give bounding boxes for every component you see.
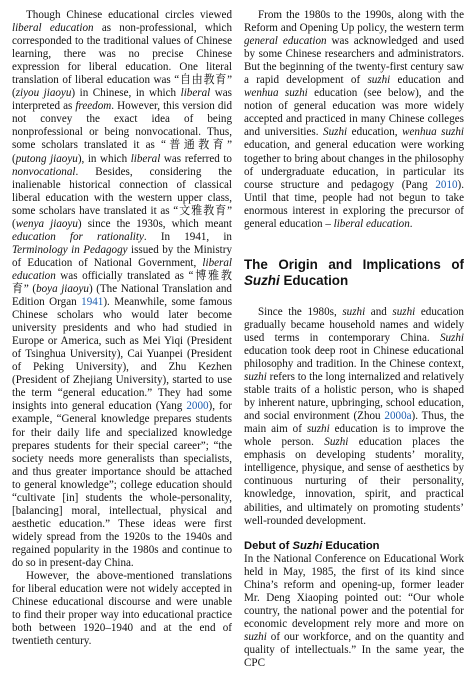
text-run: ) in Chinese, in which [71,87,181,100]
italic-term: boya jiaoyu [36,282,89,295]
text-run: of our workforce, and on the quantity and quality of intellectuals.” In the same year, the CPC [244,630,464,669]
right-column [244,9,464,670]
italic-term: Suzhi [439,331,464,344]
italic-term: liberal [130,152,161,165]
paragraph [12,570,232,648]
section-heading [244,257,464,289]
text-run: education is to improve the whole person. [244,423,464,449]
text-run: as non-professional, which corresponded to the traditional values of Chinese learning, there was no precise Chinese expression for liberal education. One literal translation of liberal education was “自由教育” ( [12,22,232,100]
italic-term: suzhi [244,630,267,643]
italic-term: liberal education [12,256,232,282]
italic-term: liberal education [12,22,94,35]
text-run: . In 1941, in [143,230,232,243]
italic-term: putong jiaoyu [15,152,78,165]
citation-link[interactable]: 2000 [186,400,209,413]
text-run: Though Chinese educational circles viewed [26,9,232,21]
italic-term: nonvocational [12,165,76,178]
left-column [12,9,232,648]
text-run: education gradually became household names and widely used terms in contemporary China. [244,305,464,344]
text-run: education took deep root in Chinese educational philosophy and tradition. In the Chinese context, [244,344,464,370]
italic-term: Suzhi [292,539,323,552]
italic-term: Suzhi [324,436,349,449]
text-run: education and [390,74,464,87]
italic-term: freedom [75,100,112,113]
text-run: Debut of [244,539,293,552]
text-run: ). Thus, the main aim of [244,410,464,436]
italic-term: general education [244,35,327,48]
italic-term: liberal [180,87,211,100]
paragraph [12,9,232,570]
italic-term: suzhi [392,305,416,318]
italic-term: education for rationality [12,230,144,243]
italic-term: Suzhi [244,272,280,288]
italic-term: Suzhi [323,126,348,139]
text-run: was acknowledged and used by some Chinese researchers and administrators. But the beginning of the twenty-first century saw a rapid development of [244,35,464,87]
text-run: From the 1980s to the 1990s, along with the Reform and Opening Up policy, the western term [244,9,464,35]
citation-link[interactable]: 2010 [435,178,458,191]
text-run: Education [279,272,349,288]
text-run: ), for example, “General knowledge prepares students for their daily life and specialized knowledge prepares students for their special career”; “the society needs more generalists than specialists, and thus greater importance should be attached to general knowledge”; college education should “cultivate [in] students the whole-personality, [balancing] moral, intellectual, physical and aesthetic education.” These ideas were first widely spread from the 1920s to the 1940s and regained popularity in the 1980s and continue to do so in present-day China. [12,400,232,569]
italic-term: wenhua suzhi [402,126,464,139]
text-run: refers to the long internalized and relatively stable traits of a holistic person, who is shaped by inherent nature, upbringing, school education, and social environment (Zhou [244,371,464,423]
text-run: was officially translated as “博雅教育” ( [12,269,232,295]
citation-link[interactable]: 2000a [384,410,412,423]
italic-term: wenhua suzhi [244,87,308,100]
italic-term: wenya jiaoyu [15,217,78,230]
text-run: ) since the 1930s, which meant [77,217,233,230]
italic-term: liberal education [333,217,410,230]
italic-term: ziyou jiaoyu [15,87,72,100]
text-run: However, the above-mentioned translations for liberal education were not widely accepted in Chinese educational discourse and were unable to find their proper way into educational practice both between 1920–1940 and at the end of twentieth century. [12,570,232,648]
text-run: was interpreted as [12,87,233,113]
text-run: ) (The National Translation and Edition Organ [12,282,232,309]
text-run: issued by the Ministry of Education of National Government, [12,243,232,269]
text-run: Education [322,539,380,552]
text-run: . However, this version did not convey the exact idea of being nonprofessional or being nonvocational. Thus, some scholars translated it as “普通教育” ( [12,100,233,165]
text-run: Since the 1980s, [258,305,343,318]
italic-term: suzhi [306,423,330,436]
citation-link[interactable]: 1941 [81,296,104,309]
text-run: ), in which [77,152,131,165]
italic-term: suzhi [244,371,267,384]
text-run: education places the emphasis on developing students’ morality, intelligence, physique, and sense of aesthetics by continuous nurturing of their personality, knowledge, innovation, spirit, and practical abilities, and ultimately on promoting students’ well-rounded development. [244,436,464,527]
paragraph [244,553,464,670]
text-run: . [409,217,413,230]
subsection-heading [244,540,464,553]
text-run: education, [347,126,403,139]
text-run: ). Meanwhile, some famous Chinese scholars who would later become university presidents and who had studied in Europe or America, such as Mei Yiqi (President of Tsinghua University), Cai Yuanpei (President of Peking University), and Zhu Kezhen (President of Zhejiang University), started to use the term “general education.” They had some insights into general education (Yang [12,296,233,413]
paragraph [244,9,464,231]
text-run: . Besides, considering the inalienable historical connection of classical liberal education with the western upper class, some scholars have translated it as “文雅教育” ( [12,165,232,230]
paragraph [244,306,464,528]
text-run: ). Until that time, people had not begun to take enormous interest in exploring the precursor of general education – [244,178,464,230]
text-run: In the National Conference on Educational Work held in May, 1985, the first of its kind since China’s reform and opening-up, former leader Mr. Deng Xiaoping pointed out: “Our whole country, the national power and the potential for economic development rely more and more on [244,552,464,630]
text-run: education, and general education were working together to bring about changes in the philosophy of undergraduate education, in particular its course structure and pedagogy (Pang [244,139,464,191]
italic-term: suzhi [342,305,366,318]
text-run: and [365,305,393,318]
italic-term: suzhi [367,74,391,87]
italic-term: Terminology in Pedagogy [12,243,128,256]
text-run: The Origin and Implications of [244,256,464,272]
text-run: was referred to [160,152,232,165]
text-run: education (see below), and the notion of general education was more widely accepted and practiced in many Chinese colleges and universities. [244,87,464,139]
